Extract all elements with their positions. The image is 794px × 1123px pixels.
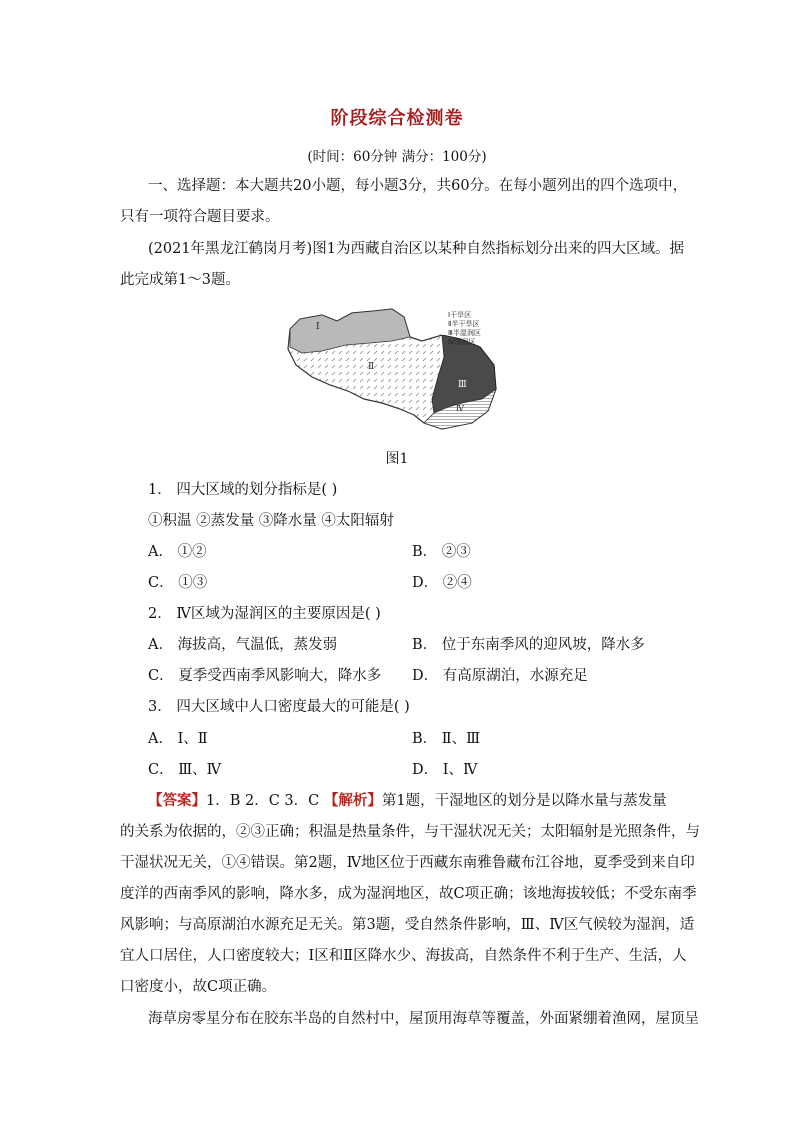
answer-values: 1．B 2．C 3．C	[206, 793, 324, 809]
legend-item-1: Ⅰ干旱区	[448, 311, 472, 319]
analysis-line: 度洋的西南季风的影响，降水多，成为湿润地区，故C项正确；该地海拔较低；不受东南季	[120, 886, 697, 902]
analysis-text-1: 第1题，干湿地区的划分是以降水量与蒸发量	[381, 793, 667, 809]
question-1-option-d: D． ②④	[412, 575, 472, 591]
analysis-line: 宜人口居住，人口密度较大；Ⅰ区和Ⅱ区降水少、海拔高，自然条件不利于生产、生活，人	[120, 948, 687, 964]
question-2-option-b: B． 位于东南季风的迎风坡，降水多	[412, 637, 645, 653]
region-label-4: Ⅳ	[456, 404, 464, 413]
question-2-option-c: C． 夏季受西南季风影响大，降水多	[148, 668, 382, 684]
legend-item-4: Ⅳ湿润区	[448, 338, 476, 346]
question-1-option-a: A． ①②	[148, 544, 207, 560]
intro-line-1: (2021年黑龙江鹤岗月考)图1为西藏自治区以某种自然指标划分出来的四大区域。据	[148, 241, 684, 257]
question-3-option-a: A． Ⅰ、Ⅱ	[148, 731, 208, 747]
answer-tag: 【答案】	[148, 792, 206, 809]
question-3-option-c: C． Ⅲ、Ⅳ	[148, 762, 222, 778]
question-1-items: ①积温 ②蒸发量 ③降水量 ④太阳辐射	[148, 513, 394, 529]
page-title: 阶段综合检测卷	[330, 108, 464, 129]
question-1-stem: 1． 四大区域的划分指标是( )	[148, 482, 338, 498]
question-2-stem: 2． Ⅳ区域为湿润区的主要原因是( )	[148, 606, 381, 622]
question-3-stem: 3． 四大区域中人口密度最大的可能是( )	[148, 699, 410, 715]
analysis-line: 的关系为依据的，②③正确；积温是热量条件，与干湿状况无关；太阳辐射是光照条件，与	[120, 824, 700, 840]
analysis-line: 干湿状况无关，①④错误。第2题，Ⅳ地区位于西藏东南雅鲁藏布江谷地，夏季受到来自印	[120, 855, 695, 871]
question-2-option-d: D． 有高原湖泊，水源充足	[412, 668, 588, 684]
legend-item-2: Ⅱ半干旱区	[448, 320, 480, 328]
question-3-option-d: D． Ⅰ、Ⅳ	[412, 762, 478, 778]
analysis-line: 风影响；与高原湖泊水源充足无关。第3题，受自然条件影响，Ⅲ、Ⅳ区气候较为湿润，适	[120, 917, 695, 933]
question-3-option-b: B． Ⅱ、Ⅲ	[412, 731, 481, 747]
next-passage-line: 海草房零星分布在胶东半岛的自然村中，屋顶用海草等覆盖，外面紧绷着渔网，屋顶呈	[148, 1011, 699, 1027]
region-label-1: Ⅰ	[316, 322, 320, 332]
question-1-option-c: C． ①③	[148, 575, 208, 591]
analysis-tag: 【解析】	[323, 792, 382, 809]
intro-line-2: 此完成第1～3题。	[120, 272, 240, 288]
instructions-line-1: 一、选择题：本大题共20小题，每小题3分，共60分。在每小题列出的四个选项中，	[148, 178, 688, 194]
figure-caption: 图1	[385, 451, 409, 467]
map-svg	[282, 307, 510, 435]
legend-item-3: Ⅲ半湿润区	[448, 329, 481, 337]
tibet-regions-map	[282, 307, 510, 435]
answer-line-1	[148, 789, 667, 810]
exam-time-score: (时间：60分钟 满分：100分)	[307, 149, 487, 165]
instructions-line-2: 只有一项符合题目要求。	[120, 209, 280, 225]
question-1-option-b: B． ②③	[412, 544, 471, 560]
region-label-3: Ⅲ	[458, 380, 467, 390]
question-2-option-a: A． 海拔高，气温低，蒸发弱	[148, 637, 338, 653]
analysis-line: 口密度小，故C项正确。	[120, 979, 277, 995]
region-label-2: Ⅱ	[368, 362, 375, 372]
